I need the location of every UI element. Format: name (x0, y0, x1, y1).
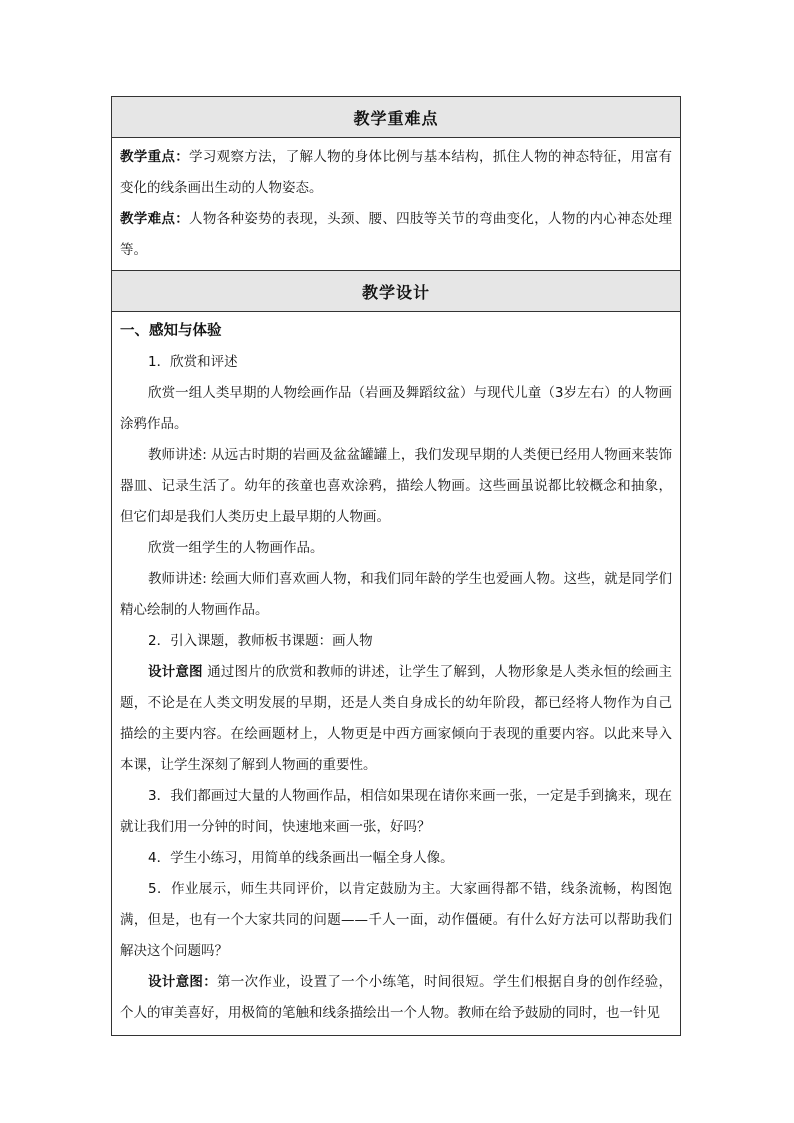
design-header-text: 教学设计 (361, 282, 430, 302)
design-intent-text-2: 第一次作业，设置了一个小练笔，时间很短。学生们根据自身的创作经验，个人的审美喜好，用极简的笔触和线条描绘出一个人物。教师在给予鼓励的同时，也一针见 (120, 974, 673, 1021)
design-intent-paragraph-2 (120, 967, 672, 1029)
lesson-plan-table (111, 96, 681, 1036)
design-cell (112, 312, 681, 1036)
design-intent-lead-2: 设计意图： (148, 974, 217, 990)
design-paragraph-10: 5．作业展示，师生共同评价，以肯定鼓励为主。大家画得都不错，线条流畅，构图饱满，但是，也有一个大家共同的问题——千人一面，动作僵硬。有什么好方法可以帮助我们解决这个问题吗？ (120, 881, 672, 959)
design-paragraph-3: 教师讲述: 从远古时期的岩画及盆盆罐罐上，我们发现早期的人类便已经用人物画来装饰器皿、记录生活了。幼年的孩童也喜欢涂鸦，描绘人物画。这些画虽说都比较概念和抽象，但它们却是我们人类历史上最早期的人物画。 (120, 447, 672, 525)
difficulty-paragraph (120, 204, 672, 266)
design-intent-lead-1: 设计意图 (148, 664, 203, 680)
design-paragraph-6: 2．引入课题，教师板书课题：画人物 (148, 633, 373, 649)
design-paragraph-8: 3．我们都画过大量的人物画作品，相信如果现在请你来画一张，一定是手到擒来，现在就让我们用一分钟的时间，快速地来画一张，好吗？ (120, 788, 672, 835)
key-points-header (112, 97, 681, 138)
difficulty-lead: 教学难点： (120, 211, 190, 227)
design-intent-text-1: 通过图片的欣赏和教师的讲述，让学生了解到，人物形象是人类永恒的绘画主题，不论是在人类文明发展的早期，还是人类自身成长的幼年阶段，都已经将人物作为自己描绘的主要内容。在绘画题材上，人物更是中西方画家倾向于表现的重要内容。以此来导入本课，让学生深刻了解到人物画的重要性。 (120, 664, 673, 773)
design-paragraph-5: 教师讲述: 绘画大师们喜欢画人物，和我们同年龄的学生也爱画人物。这些，就是同学们精心绘制的人物画作品。 (120, 571, 672, 618)
design-paragraph-1: 1．欣赏和评述 (148, 354, 238, 370)
design-paragraph-4: 欣赏一组学生的人物画作品。 (148, 540, 324, 556)
key-points-cell (112, 138, 681, 271)
key-points-header-text: 教学重难点 (353, 108, 439, 128)
design-intent-paragraph-1 (120, 657, 672, 781)
design-paragraph-2: 欣赏一组人类早期的人物绘画作品（岩画及舞蹈纹盆）与现代儿童（3岁左右）的人物画涂鸦作品。 (120, 385, 672, 432)
section-heading: 一、感知与体验 (120, 323, 222, 339)
key-point-lead: 教学重点： (120, 149, 190, 165)
design-header (112, 271, 681, 312)
key-point-paragraph (120, 142, 672, 204)
design-paragraph-9: 4．学生小练习，用简单的线条画出一幅全身人像。 (148, 850, 454, 866)
key-point-text: 学习观察方法，了解人物的身体比例与基本结构，抓住人物的神态特征，用富有变化的线条画出生动的人物姿态。 (120, 149, 673, 196)
difficulty-text: 人物各种姿势的表现，头颈、腰、四肢等关节的弯曲变化，人物的内心神态处理等。 (120, 211, 673, 258)
